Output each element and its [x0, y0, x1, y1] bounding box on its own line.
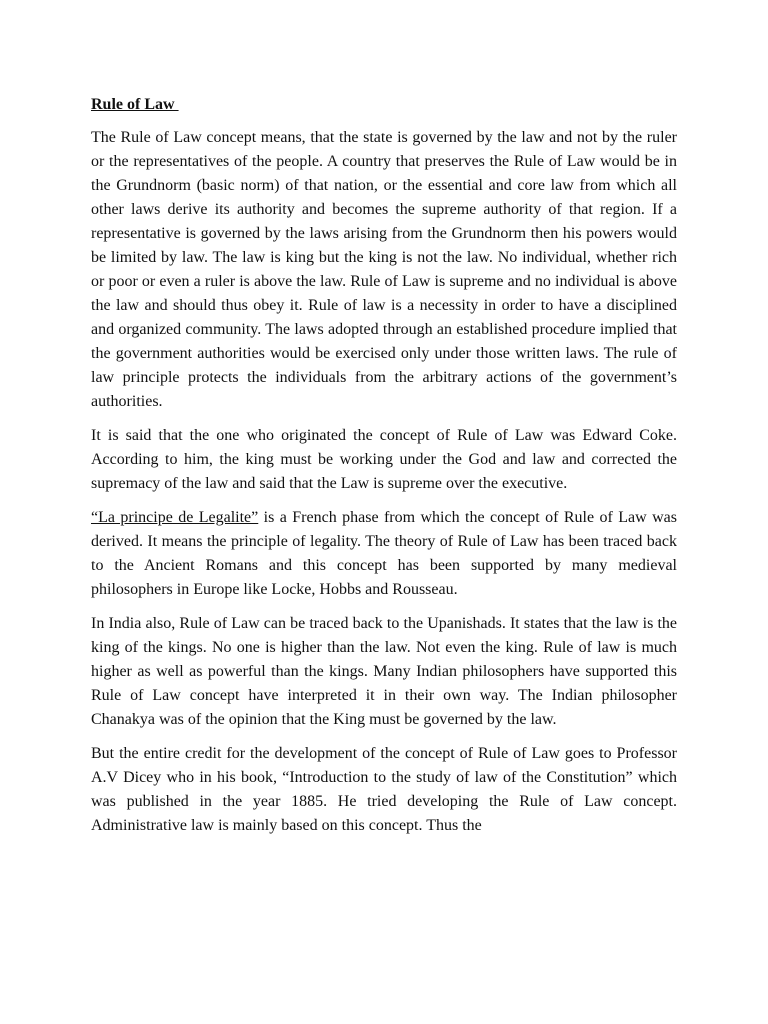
paragraph-text: The Rule of Law concept means, that the state is governed by the law and not by the ruler or the representatives of the people. A country that preserves the Rule of Law would be in the Grundnorm (basic norm) of that nation, or the essential and core law from which all other laws derive its authority and becomes the supreme authority of that region. If a representative is governed by the laws arising from the Grundnorm then his powers would be limited by law. The law is king but the king is not the law. No individual, whether rich or poor or even a ruler is above the law. Rule of Law is supreme and no individual is above the law and should thus obey it. Rule of law is a necessity in order to have a disciplined and organized community. The laws adopted through an established procedure implied that the government authorities would be exercised only under those written laws. The rule of law principle protects the individuals from the arbitrary actions of the government’s authorities.	[91, 129, 677, 410]
paragraph-definition	[91, 126, 677, 414]
paragraph-text: But the entire credit for the development of the concept of Rule of Law goes to Professor A.V Dicey who in his book, “Introduction to the study of law of the Constitution” which was published in the year 1885. He tried developing the Rule of Law concept. Administrative law is mainly based on this concept. Thus the	[91, 745, 677, 834]
document-heading: Rule of Law	[91, 96, 179, 113]
document-page	[91, 93, 677, 848]
paragraph-text: It is said that the one who originated the concept of Rule of Law was Edward Coke. According to him, the king must be working under the God and law and corrected the supremacy of the law and said that the Law is supreme over the executive.	[91, 427, 677, 492]
paragraph-dicey	[91, 742, 677, 838]
paragraph-edward-coke	[91, 424, 677, 496]
paragraph-india	[91, 612, 677, 732]
paragraph-text: In India also, Rule of Law can be traced back to the Upanishads. It states that the law is the king of the kings. No one is higher than the law. Not even the king. Rule of law is much higher as well as powerful than the kings. Many Indian philosophers have supported this Rule of Law concept have interpreted it in their own way. The Indian philosopher Chanakya was of the opinion that the King must be governed by the law.	[91, 615, 677, 728]
underlined-phrase: “La principe de Legalite”	[91, 509, 259, 526]
paragraph-french-origin	[91, 506, 677, 602]
paragraph-text: is a French phase from which the concept of Rule of Law was derived. It means the principle of legality. The theory of Rule of Law has been traced back to the Ancient Romans and this concept has been supported by many medieval philosophers in Europe like Locke, Hobbs and Rousseau.	[91, 509, 677, 598]
